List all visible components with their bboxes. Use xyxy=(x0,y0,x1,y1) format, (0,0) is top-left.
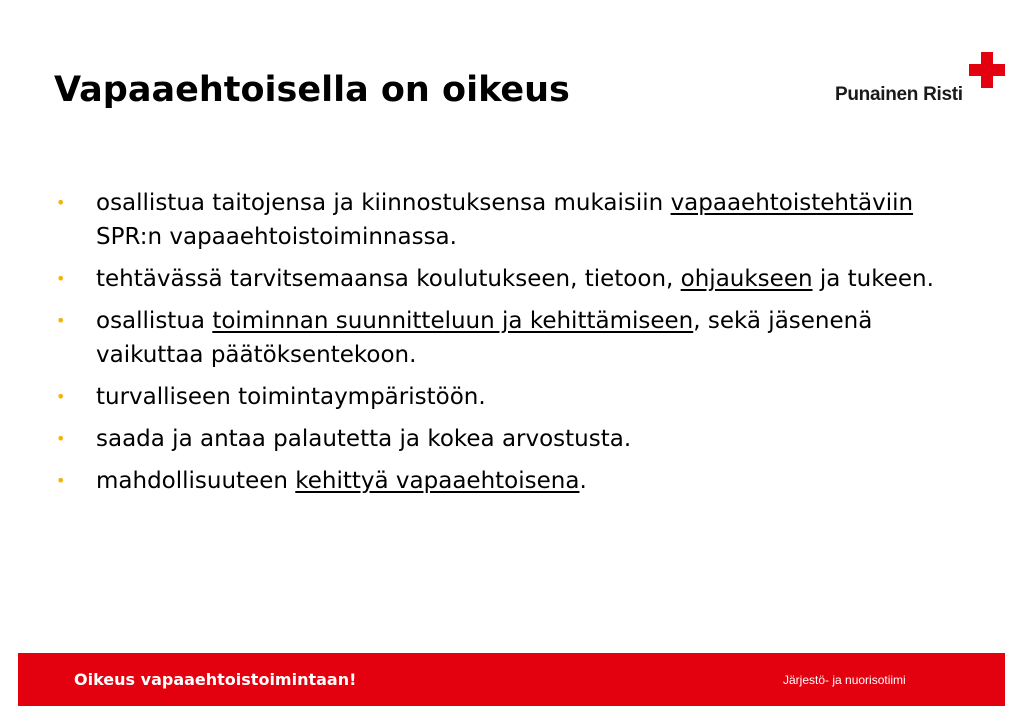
bullet-marker-icon: • xyxy=(56,471,66,490)
bullet-item xyxy=(56,380,986,414)
bullet-text: saada ja antaa palautetta ja kokea arvostusta. xyxy=(96,426,632,452)
footer-team-name: Järjestö- ja nuorisotiimi xyxy=(783,673,906,687)
bullet-item xyxy=(56,186,986,254)
logo-text: Punainen Risti xyxy=(835,84,963,105)
bullet-text: . xyxy=(579,468,587,494)
bullet-link[interactable]: toiminnan suunnitteluun ja kehittämiseen xyxy=(212,308,694,334)
red-cross-icon xyxy=(969,52,1005,88)
bullet-link[interactable]: kehittyä vapaaehtoisena xyxy=(295,468,580,494)
bullet-marker-icon: • xyxy=(56,429,66,448)
bullet-list xyxy=(56,186,986,506)
footer-bar xyxy=(18,653,1005,706)
bullet-item xyxy=(56,464,986,498)
bullet-marker-icon: • xyxy=(56,193,66,212)
bullet-text: osallistua taitojensa ja kiinnostuksensa mukaisiin xyxy=(96,190,671,216)
bullet-item xyxy=(56,304,986,372)
bullet-text: SPR:n vapaaehtoistoiminnassa. xyxy=(96,224,457,250)
red-cross-shape xyxy=(969,52,1005,88)
bullet-link[interactable]: vapaaehtoistehtäviin xyxy=(670,190,914,216)
bullet-item xyxy=(56,422,986,456)
bullet-text: tehtävässä tarvitsemaansa koulutukseen, tietoon, xyxy=(96,266,681,292)
bullet-marker-icon: • xyxy=(56,311,66,330)
footer-slogan: Oikeus vapaaehtoistoimintaan! xyxy=(74,670,357,689)
bullet-text: mahdollisuuteen xyxy=(96,468,296,494)
bullet-item xyxy=(56,262,986,296)
bullet-text: , sekä jäsenenä vaikuttaa päätöksentekoon. xyxy=(96,308,873,368)
bullet-marker-icon: • xyxy=(56,387,66,406)
bullet-text: osallistua xyxy=(96,308,213,334)
slide-title: Vapaaehtoisella on oikeus xyxy=(54,70,570,110)
bullet-marker-icon: • xyxy=(56,269,66,288)
bullet-text: ja tukeen. xyxy=(812,266,934,292)
bullet-link[interactable]: ohjaukseen xyxy=(680,266,813,292)
punainen-risti-logo xyxy=(835,50,1010,110)
bullet-text: turvalliseen toimintaympäristöön. xyxy=(96,384,486,410)
